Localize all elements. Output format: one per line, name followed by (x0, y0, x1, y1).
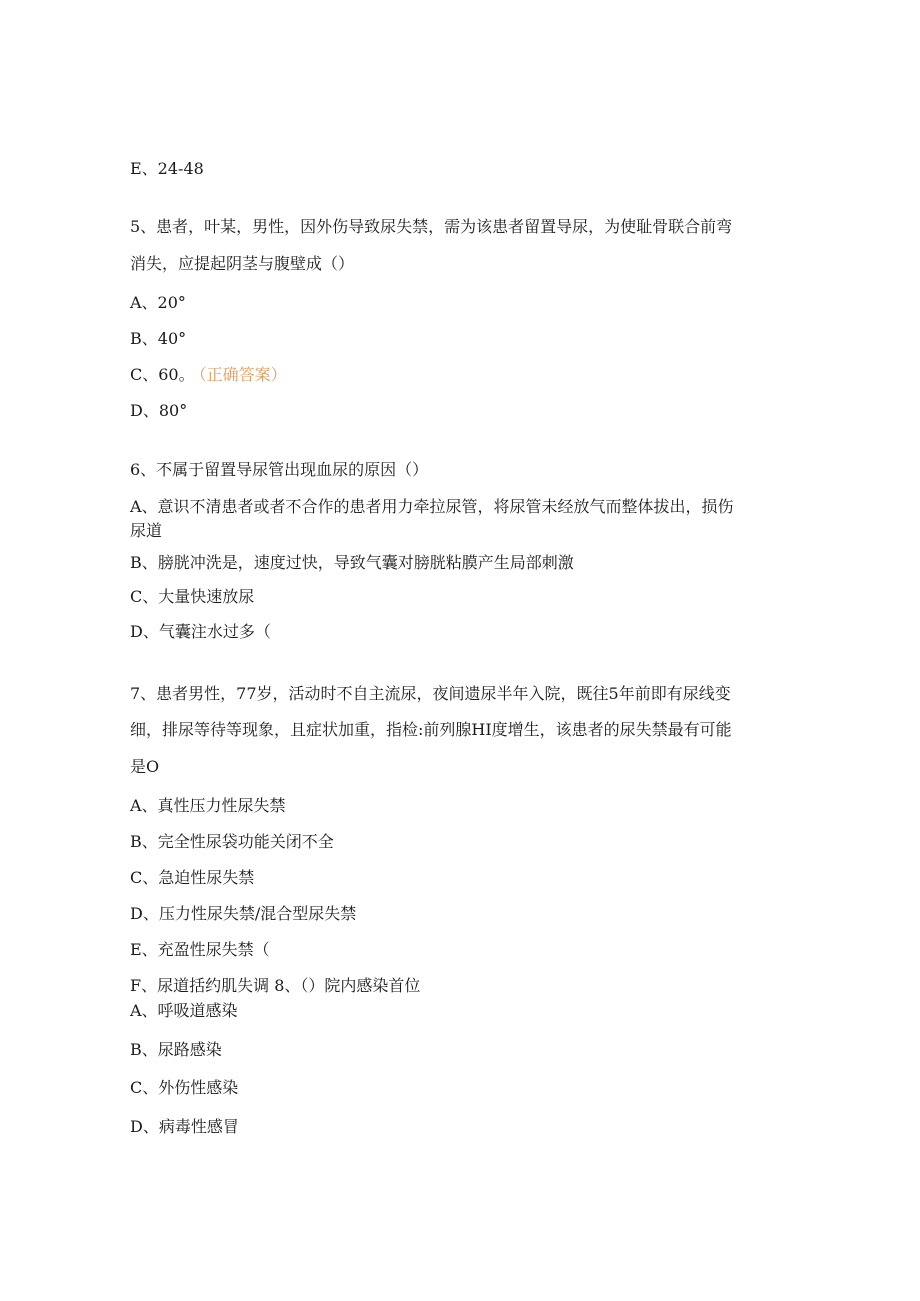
q7-option-b: B、完全性尿袋功能关闭不全 (130, 832, 334, 851)
q5-option-d: D、80° (130, 401, 188, 420)
q5-option-c (130, 363, 287, 387)
q6-option-a-line2: 尿道 (130, 521, 163, 540)
q5-option-c-text: C、60。 (130, 365, 195, 384)
q5-stem-line1: 5、患者，叶某，男性，因外伤导致尿失禁，需为该患者留置导尿，为使耻骨联合前弯 (130, 217, 733, 236)
q6-option-c: C、大量快速放尿 (130, 587, 255, 606)
q7-option-d: D、压力性尿失禁/混合型尿失禁 (130, 904, 357, 923)
q5-stem-line2: 消失，应提起阴茎与腹壁成（） (130, 254, 355, 273)
q6-option-d: D、气囊注水过多（ (130, 622, 271, 641)
q7-option-a: A、真性压力性尿失禁 (130, 796, 286, 815)
q7-stem-line3: 是O (130, 757, 160, 776)
q7-option-f-q8-stem: F、尿道括约肌失调 8、（）院内感染首位 (130, 976, 421, 995)
q4-option-e: E、24-48 (130, 159, 204, 178)
q6-stem: 6、不属于留置导尿管出现血尿的原因（） (130, 460, 429, 479)
q7-stem-line2: 细，排尿等待等现象，且症状加重，指检:前列腺HI度增生，该患者的尿失禁最有可能 (130, 720, 732, 739)
q8-option-a: A、呼吸道感染 (130, 1001, 238, 1020)
q7-option-c: C、急迫性尿失禁 (130, 868, 255, 887)
q8-option-c: C、外伤性感染 (130, 1078, 239, 1097)
q6-option-b: B、膀胱冲洗是，速度过快，导致气囊对膀胱粘膜产生局部刺激 (130, 553, 574, 572)
q5-option-b: B、40° (130, 329, 187, 348)
q7-stem-line1: 7、患者男性，77岁，活动时不自主流尿，夜间遗尿半年入院，既往5年前即有尿线变 (130, 684, 731, 703)
correct-answer-label: （正确答案） (198, 365, 287, 384)
q8-option-d: D、病毒性感冒 (130, 1117, 239, 1136)
q8-option-b: B、尿路感染 (130, 1040, 222, 1059)
q6-option-a-line1: A、意识不清患者或者不合作的患者用力牵拉尿管，将尿管未经放气而整体拔出，损伤 (130, 497, 734, 516)
q5-option-a: A、20° (130, 293, 186, 312)
q7-option-e: E、充盈性尿失禁（ (130, 940, 270, 959)
